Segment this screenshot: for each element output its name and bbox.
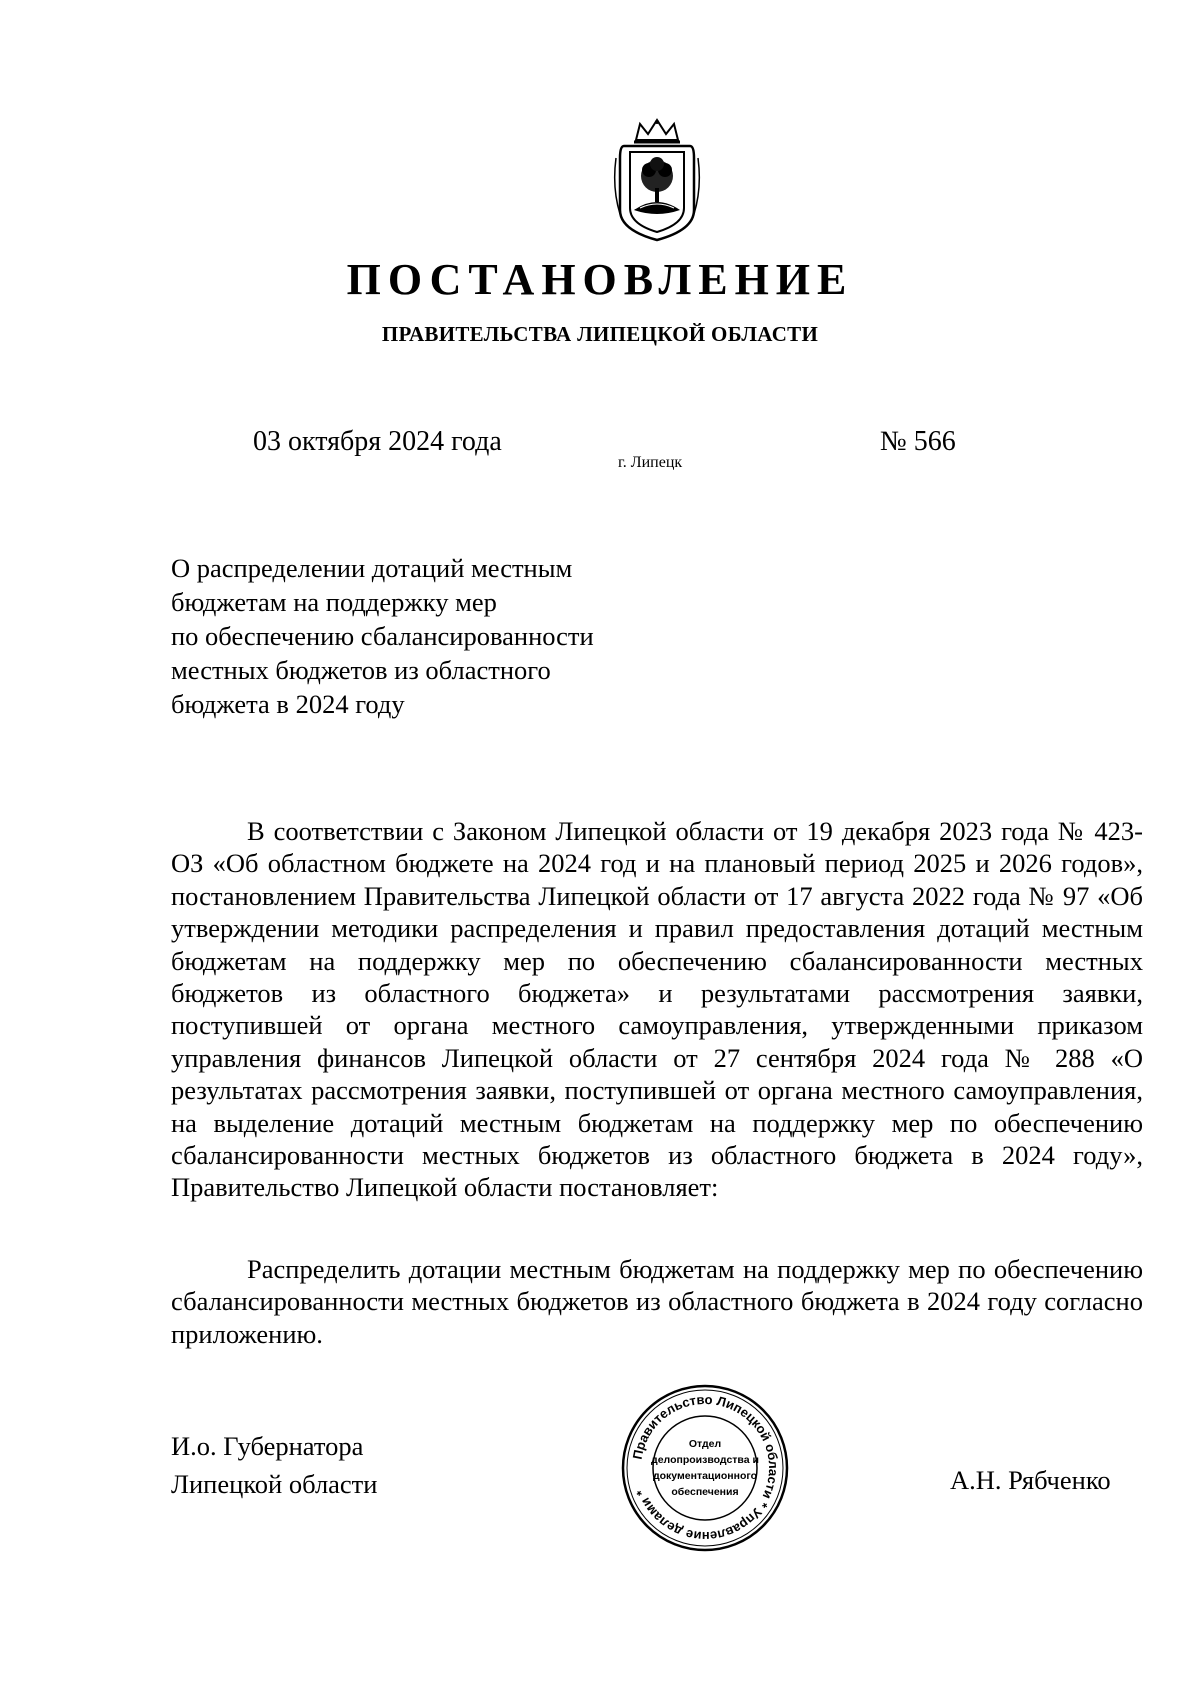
issuing-authority: ПРАВИТЕЛЬСТВА ЛИПЕЦКОЙ ОБЛАСТИ [381, 322, 819, 346]
subject-line: О распределении дотаций местным [171, 553, 573, 583]
coat-of-arms-icon [610, 118, 705, 244]
subject-line: бюджетам на поддержку мер [171, 587, 497, 617]
document-number: № 566 [880, 426, 956, 457]
document-subject [171, 551, 691, 721]
signatory-position [171, 1427, 377, 1503]
seal-outer-text: Правительство Липецкой области * Управление делами * [629, 1391, 782, 1545]
seal-inner-line: обеспечения [671, 1486, 739, 1498]
signatory-position-line: И.о. Губернатора [171, 1431, 364, 1461]
body-paragraph-preamble: В соответствии с Законом Липецкой области от 19 декабря 2023 года № 423-ОЗ «Об областном бюджете на 2024 год и на плановый период 2025 и 2026 годов», постановлением Правительства Липецкой области от 17 августа 2022 года № 97 «Об утверждении методики распределения и правил предоставления дотаций местным бюджетам на поддержку мер по обеспечению сбалансированности местных бюджетов из областного бюджета» и результатами рассмотрения заявки, поступившей от органа местного самоуправления, утвержденными приказом управления финансов Липецкой области от 27 сентября 2024 года № 288 «О результатах рассмотрения заявки, поступившей от органа местного самоуправления, на выделение дотаций местным бюджетам на поддержку мер по обеспечению сбалансированности местных бюджетов из областного бюджета в 2024 году», Правительство Липецкой области постановляет: [171, 816, 1143, 1203]
document-city: г. Липецк [618, 454, 683, 471]
official-seal-icon [620, 1383, 790, 1553]
document-date: 03 октября 2024 года [253, 426, 502, 457]
subject-line: бюджета в 2024 году [171, 689, 405, 719]
signatory-position-line: Липецкой области [171, 1469, 378, 1499]
seal-inner-line: делопроизводства и [651, 1454, 759, 1466]
body-paragraph-resolution: Распределить дотации местным бюджетам на поддержку мер по обеспечению сбалансированности местных бюджетов из областного бюджета в 2024 году согласно приложению. [171, 1254, 1143, 1349]
subject-line: по обеспечению сбалансированности [171, 621, 594, 651]
subject-line: местных бюджетов из областного [171, 655, 551, 685]
seal-inner-line: Отдел [688, 1438, 722, 1450]
seal-inner-line: документационного [652, 1470, 758, 1482]
document-title: ПОСТАНОВЛЕНИЕ [346, 255, 854, 304]
signatory-name: А.Н. Рябченко [950, 1465, 1111, 1495]
